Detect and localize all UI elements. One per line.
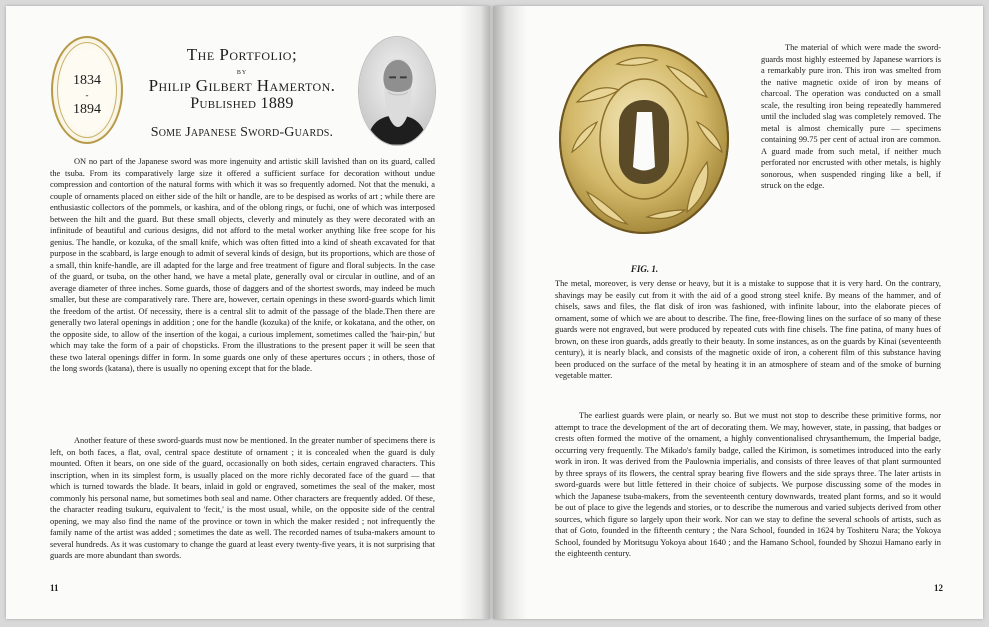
sword-guard-image <box>557 42 732 237</box>
page-number: 11 <box>50 583 59 593</box>
left-page <box>6 6 490 619</box>
paragraph-text: Another feature of these sword-guards must now be mentioned. In the greater number of specimens there is left, on both faces, a flat, oval, central space destitute of ornament ; it is concealed when the guard is duly mounted. Often it bears, on one side of the guard, occasionally on both sides, certain engraved characters. This inscription, when in its simplest form, is usually placed on the more richly decorated face of the guard — that which is turned towards the blade. It bears, inlaid in gold or engraved, sometimes the seal of the maker, most commonly his personal name, but sometimes both seal and name. Other characters are frequently added. Of these, the character reading tsukuru, equivalent to 'fecit,' is the most usual, while, on the opposite side of the central opening, we may also find the name of the province or town in which the maker resided ; not infrequently the family name of the artist was added ; sometimes the date as well. The recorded names of tsuba-makers amount to several hundreds. As it was customary to change the guard at least every twenty-five years, it is not surprising that guards are more abundant than swords. <box>50 436 435 560</box>
figure-caption: FIG. 1. <box>630 264 659 274</box>
birth-year: 1834 <box>73 73 101 88</box>
body-paragraph <box>555 278 941 382</box>
body-paragraph <box>555 410 941 560</box>
paragraph-text: The metal, moreover, is very dense or heavy, but it is a mistake to suppose that it is very hard. On the contrary, shavings may be easily cut from it with the aid of a good strong steel knife. By means of the hammer, and of chisels, saws and files, the flat disk of iron was fashioned, with infinite labour, into the elaborate pieces of ornament, some of which we are about to describe. The fine, free-flowing lines on the surface of so many of these guards were not engraved, but were produced by repeated cuts with fine chisels. The fine patina, of many hues of brown, on these iron guards, adds greatly to their beauty. In some instances, as on the guards by Kinai (seventeenth century), it is nearly black, and consists of the magnetic oxide of iron, a coherent film of this substance having been produced on the surface of the metal by heating it in an atmosphere of steam and of the smoke of burning vegetable matter. <box>555 279 941 380</box>
title-line-2: by <box>236 65 248 76</box>
publication-year: Published 1889 <box>190 95 294 113</box>
dates-cartouche <box>51 36 123 144</box>
death-year: 1894 <box>73 102 101 117</box>
year-separator: - <box>85 90 89 100</box>
body-paragraph <box>50 156 435 375</box>
page-gutter-shadow <box>460 6 490 619</box>
title-block <box>132 46 352 140</box>
title-line-1: The Portfolio; <box>186 45 298 64</box>
tsuba-illustration <box>557 42 732 237</box>
page-number: 12 <box>934 583 943 593</box>
article-subtitle: Some Japanese Sword-Guards. <box>150 124 334 140</box>
paragraph-text: The earliest guards were plain, or nearly so. But we must not stop to describe these primitive forms, nor attempt to trace the development of the art of decorating them. We may, however, state, in passing, that badges or crests often formed the motive of the ornament, a highly conventionalised chrysanthemum, the Imperial badge, occurring very frequently. The Mikado's family badge, called the Kirimon, is sometimes introduced into the early work in iron. It was derived from the Paulownia imperialis, and consists of three leaves of that plant surmounted by three sprays of its flowers, the central spray bearing five flowers and the side sprays three. The later artists in sword-guards were but little fettered in their choice of subjects. We purpose discussing some of the modes in which the Japanese tsuba-makers, from the seventeenth century downwards, treated plant forms, and so it would be out of place to give the legends and stories, or to describe the numerous and varied subjects derived from other sources, which figure so largely upon their work. Nor can we stay to define the several schools of artists, such as that of Goto, founded in the fifteenth century ; the Nara School, founded in 1624 by Toshiteru Nara; the Yokoya School, founded by Moritsugu Yokoya about 1640 ; and the Hamano School, founded by Shozui Hamano early in the eighteenth century. <box>555 411 941 558</box>
author-name: Philip Gilbert Hamerton. <box>148 75 336 95</box>
right-page <box>493 6 983 619</box>
side-paragraph <box>761 42 941 192</box>
page-gutter-shadow <box>493 6 527 619</box>
portrait-image <box>359 37 435 145</box>
paragraph-text: ON no part of the Japanese sword was more ingenuity and artistic skill lavished than on its guard, called the tsuba. From its comparatively large size it offered a sufficient surface for decoration without undue compression and contortion of the natural forms with which it was so frequently adorned. Not that the menuki, a couple of ornaments placed on either side of the hilt or handle, are to be despised as works of art ; while there are enthusiastic collectors of the pommels, or kashira, and of the oblong rings, or fuchi, one of which was interposed between the hilt and the guard. But these small objects, cleverly and minutely as they were decorated with an infinitude of beautiful and curious designs, did not afford to the metal worker anything like free scope for his genius. The handle, or kozuka, of the small knife, which was often fitted into a kind of sheath excavated for that purpose in the scabbard, is large enough to admit of several kinds of design, but its proportions, which are those of a small, thin knife-handle, are ill adapted for the large and free treatment of figure and floral subjects. In the case of the guard, or tsuba, on the other hand, we have a metal plate, generally oval or circular in outline, and of an average diameter of three inches. Some guards, those of daggers and of the shortest swords, may indeed be much smaller, but these are comparatively rare. There are, however, certain openings in these sword-guards which limit the freedom of the artist. Of necessity, there is a central slit to admit of the passage of the blade.Then there are generally two lateral openings in addition ; one for the handle (kozuka) of the knife, or kokatana, and the other, on the opposite side, to allow of the insertion of the kogai, a curious implement, sometimes called the 'hair-pin,' but which may take the form of a pair of chopsticks. From the illustrations to the present paper it will be seen that these two lateral openings differ in form. In some guards one only of these apertures occurs ; in others, those of the long swords (katana), there is usually no opening except that for the blade. <box>50 157 435 373</box>
body-paragraph <box>50 435 435 562</box>
author-portrait <box>358 36 436 146</box>
paragraph-text: The material of which were made the sword-guards most highly esteemed by Japanese warriors is a remarkably pure iron. This iron was smelted from the native magnetic oxide of iron by means of charcoal. The operation was conducted on a small scale, the resulting iron being repeatedly hammered until the included slag was completely removed. The metal is almost chemically pure — specimens containing 99.75 per cent of actual iron are common. A guard made from such metal, if neither much perforated nor encrusted with other metals, is highly sonorous, when suspended ringing like a bell, if struck on the edge. <box>761 43 941 190</box>
book-spread <box>6 6 983 623</box>
